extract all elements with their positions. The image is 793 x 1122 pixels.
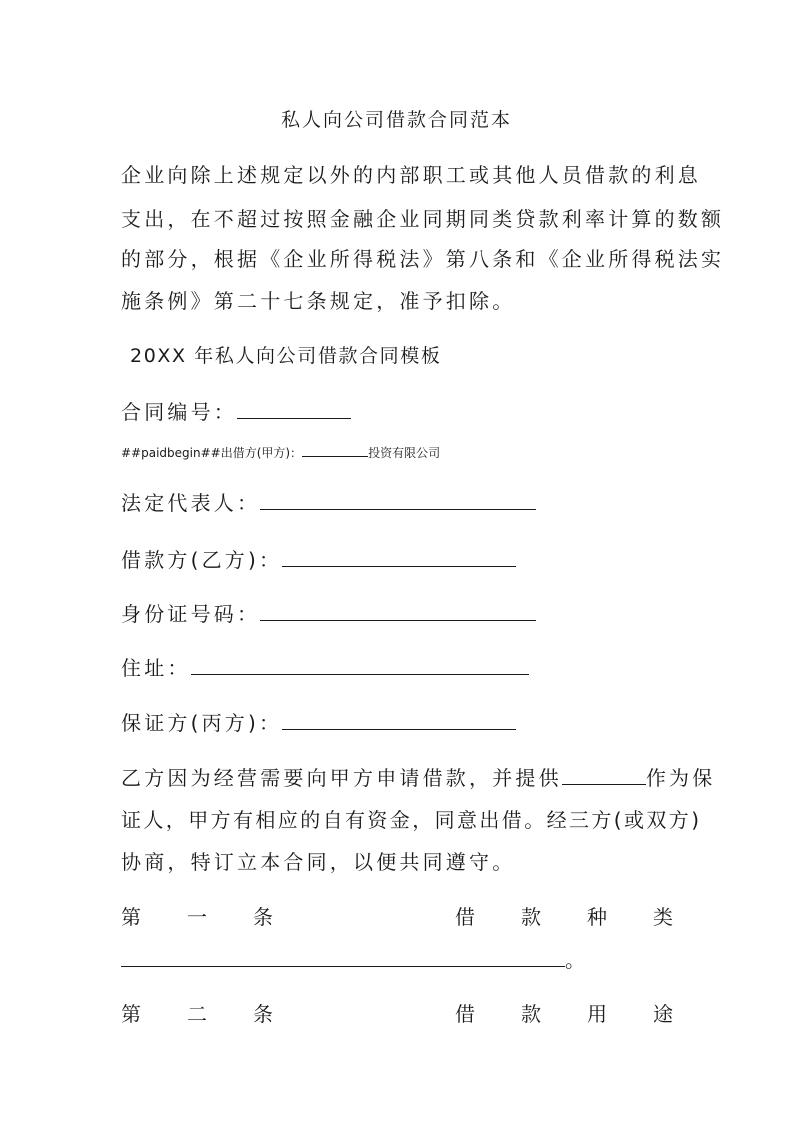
article-2-char: 二 xyxy=(187,1002,207,1026)
id-number-label: 身份证号码： xyxy=(121,602,261,626)
contract-number-blank[interactable] xyxy=(237,400,351,419)
lender-label: ##paidbegin##出借方(甲方)： xyxy=(121,446,303,460)
para2-line-1-b: 作为保 xyxy=(645,766,716,790)
contract-number-field xyxy=(121,396,351,425)
article-2-char: 第 xyxy=(121,1002,141,1026)
legal-rep-label: 法定代表人： xyxy=(121,491,261,515)
article-2-char: 途 xyxy=(653,1002,673,1026)
lender-blank[interactable] xyxy=(302,445,368,457)
article-2-heading xyxy=(121,998,673,1027)
article-2-gap xyxy=(319,998,409,1027)
para2-line-1 xyxy=(121,762,715,791)
legal-rep-field xyxy=(121,487,536,516)
article-1-end: 。 xyxy=(565,948,589,972)
para2-line-3: 协商，特订立本合同，以便共同遵守。 xyxy=(121,850,516,874)
id-number-blank[interactable] xyxy=(260,602,536,621)
borrower-label: 借款方(乙方)： xyxy=(121,548,283,572)
id-number-field xyxy=(121,598,536,627)
article-1-char: 第 xyxy=(121,905,141,929)
guarantee-blank[interactable] xyxy=(562,766,646,785)
para2-line-1-a: 乙方因为经营需要向甲方申请借款，并提供 xyxy=(121,766,562,790)
intro-line-1: 企业向除上述规定以外的内部职工或其他人员借款的利息 xyxy=(121,163,701,187)
guarantor-field xyxy=(121,707,516,736)
contract-number-label: 合同编号： xyxy=(121,400,237,424)
contract-template-subtitle: 20XX 年私人向公司借款合同模板 xyxy=(130,345,442,367)
intro-line-3: 的部分，根据《企业所得税法》第八条和《企业所得税法实 xyxy=(121,247,725,271)
borrower-blank[interactable] xyxy=(282,548,516,567)
guarantor-blank[interactable] xyxy=(282,711,516,730)
intro-line-4: 施条例》第二十七条规定，准予扣除。 xyxy=(121,289,516,313)
article-1-heading xyxy=(121,901,673,930)
article-1-char: 条 xyxy=(253,905,273,929)
article-2-char: 款 xyxy=(521,1002,541,1026)
address-field xyxy=(121,652,529,681)
loan-type-blank[interactable] xyxy=(121,948,565,967)
article-2-char: 借 xyxy=(455,1002,475,1026)
article-1-char: 借 xyxy=(455,905,475,929)
article-1-char: 款 xyxy=(521,905,541,929)
lender-field xyxy=(121,444,440,461)
article-2-char: 条 xyxy=(253,1002,273,1026)
article-2-char: 用 xyxy=(587,1002,607,1026)
para2-line-2: 证人，甲方有相应的自有资金，同意出借。经三方(或双方) xyxy=(121,808,702,832)
article-1-char: 类 xyxy=(653,905,673,929)
document-title: 私人向公司借款合同范本 xyxy=(280,109,512,131)
address-blank[interactable] xyxy=(191,656,529,675)
article-1-char: 种 xyxy=(587,905,607,929)
address-label: 住址： xyxy=(121,656,191,680)
borrower-field xyxy=(121,544,516,573)
lender-suffix: 投资有限公司 xyxy=(368,446,441,460)
article-1-gap xyxy=(319,901,409,930)
guarantor-label: 保证方(丙方)： xyxy=(121,711,283,735)
article-1-blank-line xyxy=(121,944,588,973)
intro-line-2: 支出，在不超过按照金融企业同期同类贷款利率计算的数额 xyxy=(121,207,725,231)
legal-rep-blank[interactable] xyxy=(260,491,536,510)
article-1-char: 一 xyxy=(187,905,207,929)
